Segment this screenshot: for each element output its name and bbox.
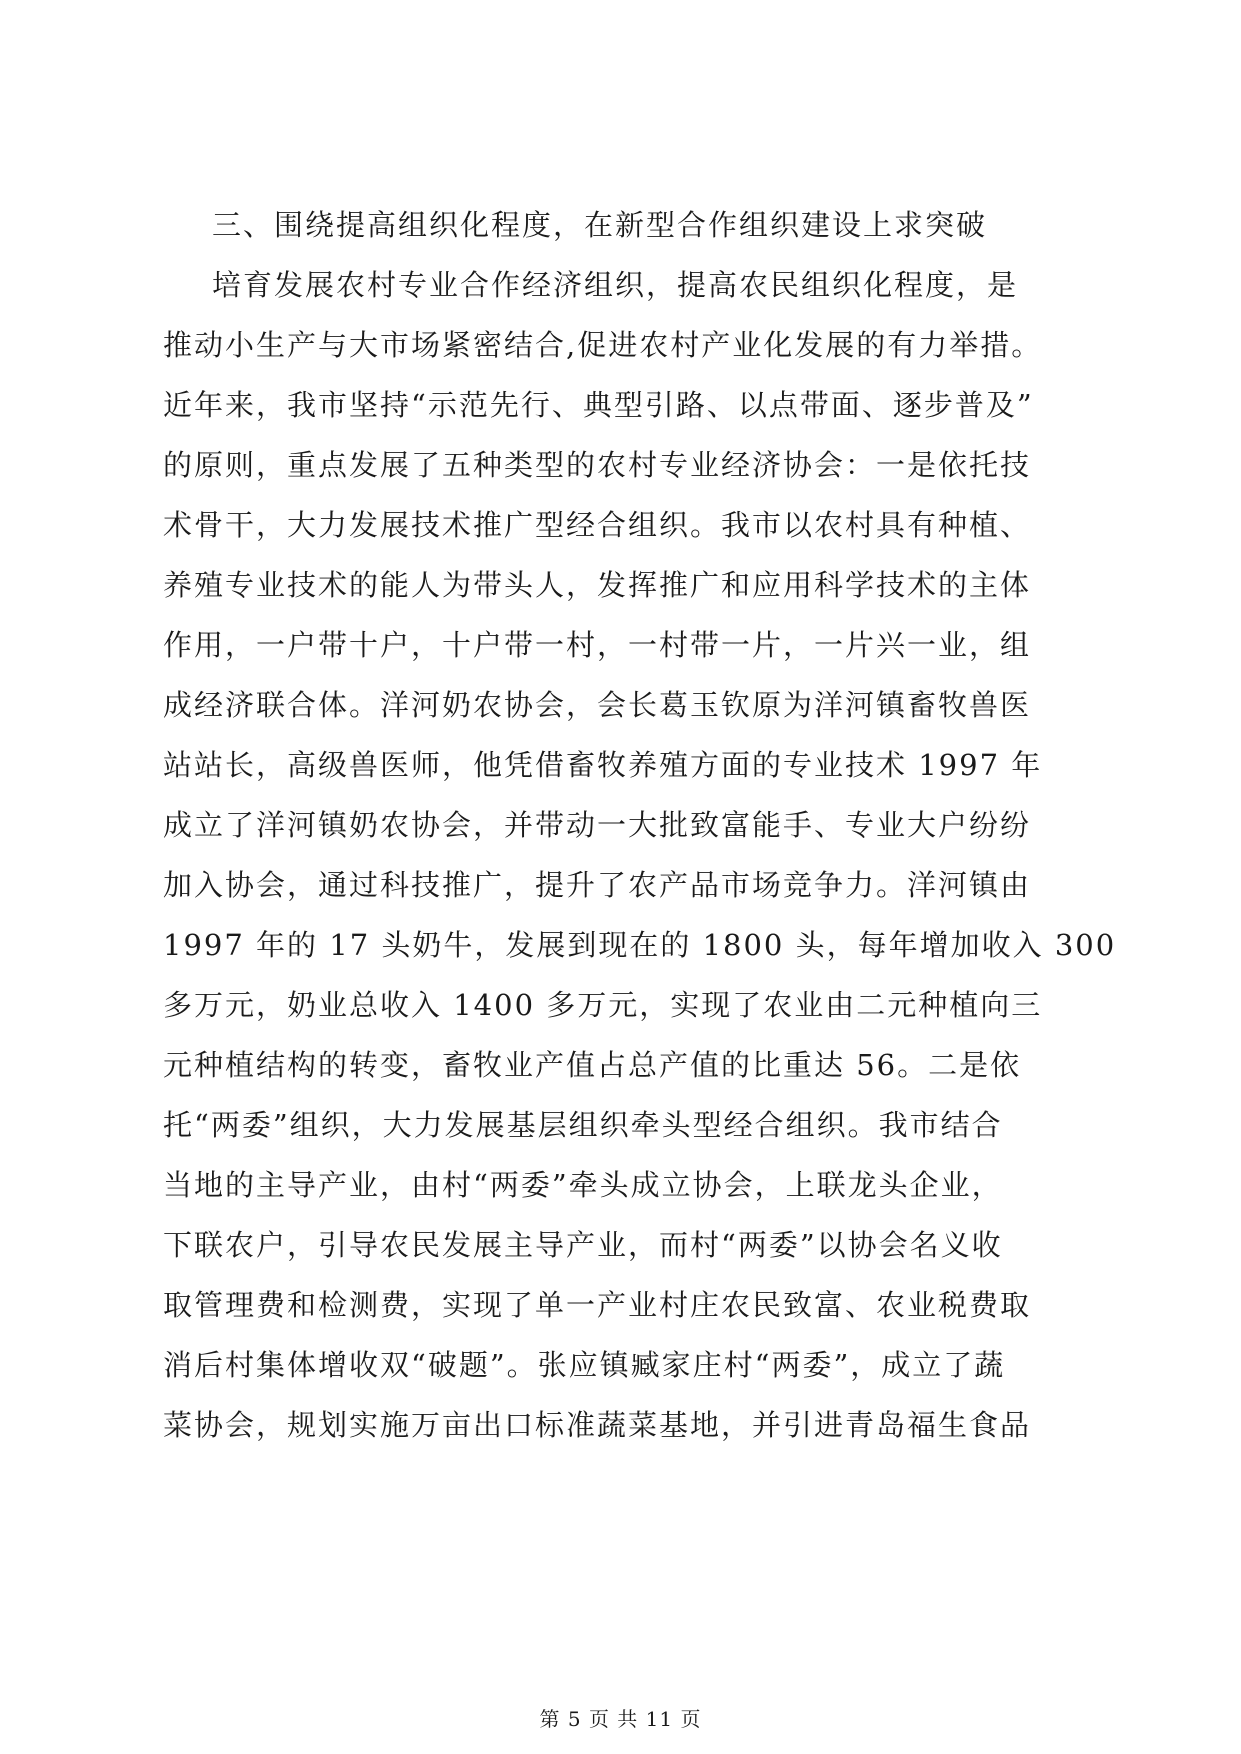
section-heading: 三、围绕提高组织化程度，在新型合作组织建设上求突破 (212, 208, 988, 242)
paragraph-line: 菜协会，规划实施万亩出口标准蔬菜基地，并引进青岛福生食品 (163, 1408, 1032, 1442)
paragraph-line: 成经济联合体。洋河奶农协会，会长葛玉钦原为洋河镇畜牧兽医 (163, 688, 1032, 722)
paragraph-line: 1997 年的 17 头奶牛，发展到现在的 1800 头，每年增加收入 300 (163, 928, 1117, 962)
paragraph-line: 作用，一户带十户，十户带一村，一村带一片，一片兴一业，组 (163, 628, 1032, 662)
paragraph-line: 托“两委”组织，大力发展基层组织牵头型经合组织。我市结合 (163, 1108, 1003, 1142)
paragraph-line: 当地的主导产业，由村“两委”牵头成立协会，上联龙头企业， (163, 1168, 1003, 1202)
paragraph-line: 多万元，奶业总收入 1400 多万元，实现了农业由二元种植向三 (163, 988, 1043, 1022)
paragraph-line: 站站长，高级兽医师，他凭借畜牧养殖方面的专业技术 1997 年 (163, 748, 1043, 782)
paragraph-line: 培育发展农村专业合作经济组织，提高农民组织化程度，是 (212, 268, 1019, 302)
paragraph-line: 元种植结构的转变，畜牧业产值占总产值的比重达 56。二是依 (163, 1048, 1022, 1082)
paragraph-line: 术骨干，大力发展技术推广型经合组织。我市以农村具有种植、 (163, 508, 1032, 542)
paragraph-line: 成立了洋河镇奶农协会，并带动一大批致富能手、专业大户纷纷 (163, 808, 1032, 842)
paragraph-line: 加入协会，通过科技推广，提升了农产品市场竞争力。洋河镇由 (163, 868, 1032, 902)
paragraph-line: 推动小生产与大市场紧密结合,促进农村产业化发展的有力举措。 (163, 328, 1043, 362)
page-number-footer: 第 5 页 共 11 页 (539, 1707, 702, 1731)
paragraph-line: 下联农户，引导农民发展主导产业，而村“两委”以协会名义收 (163, 1228, 1003, 1262)
paragraph-line: 的原则，重点发展了五种类型的农村专业经济协会：一是依托技 (163, 448, 1032, 482)
paragraph-line: 养殖专业技术的能人为带头人，发挥推广和应用科学技术的主体 (163, 568, 1032, 602)
paragraph-line: 消后村集体增收双“破题”。张应镇臧家庄村“两委”，成立了蔬 (163, 1348, 1006, 1382)
paragraph-line: 近年来，我市坚持“示范先行、典型引路、以点带面、逐步普及” (163, 388, 1034, 422)
paragraph-line: 取管理费和检测费，实现了单一产业村庄农民致富、农业税费取 (163, 1288, 1032, 1322)
